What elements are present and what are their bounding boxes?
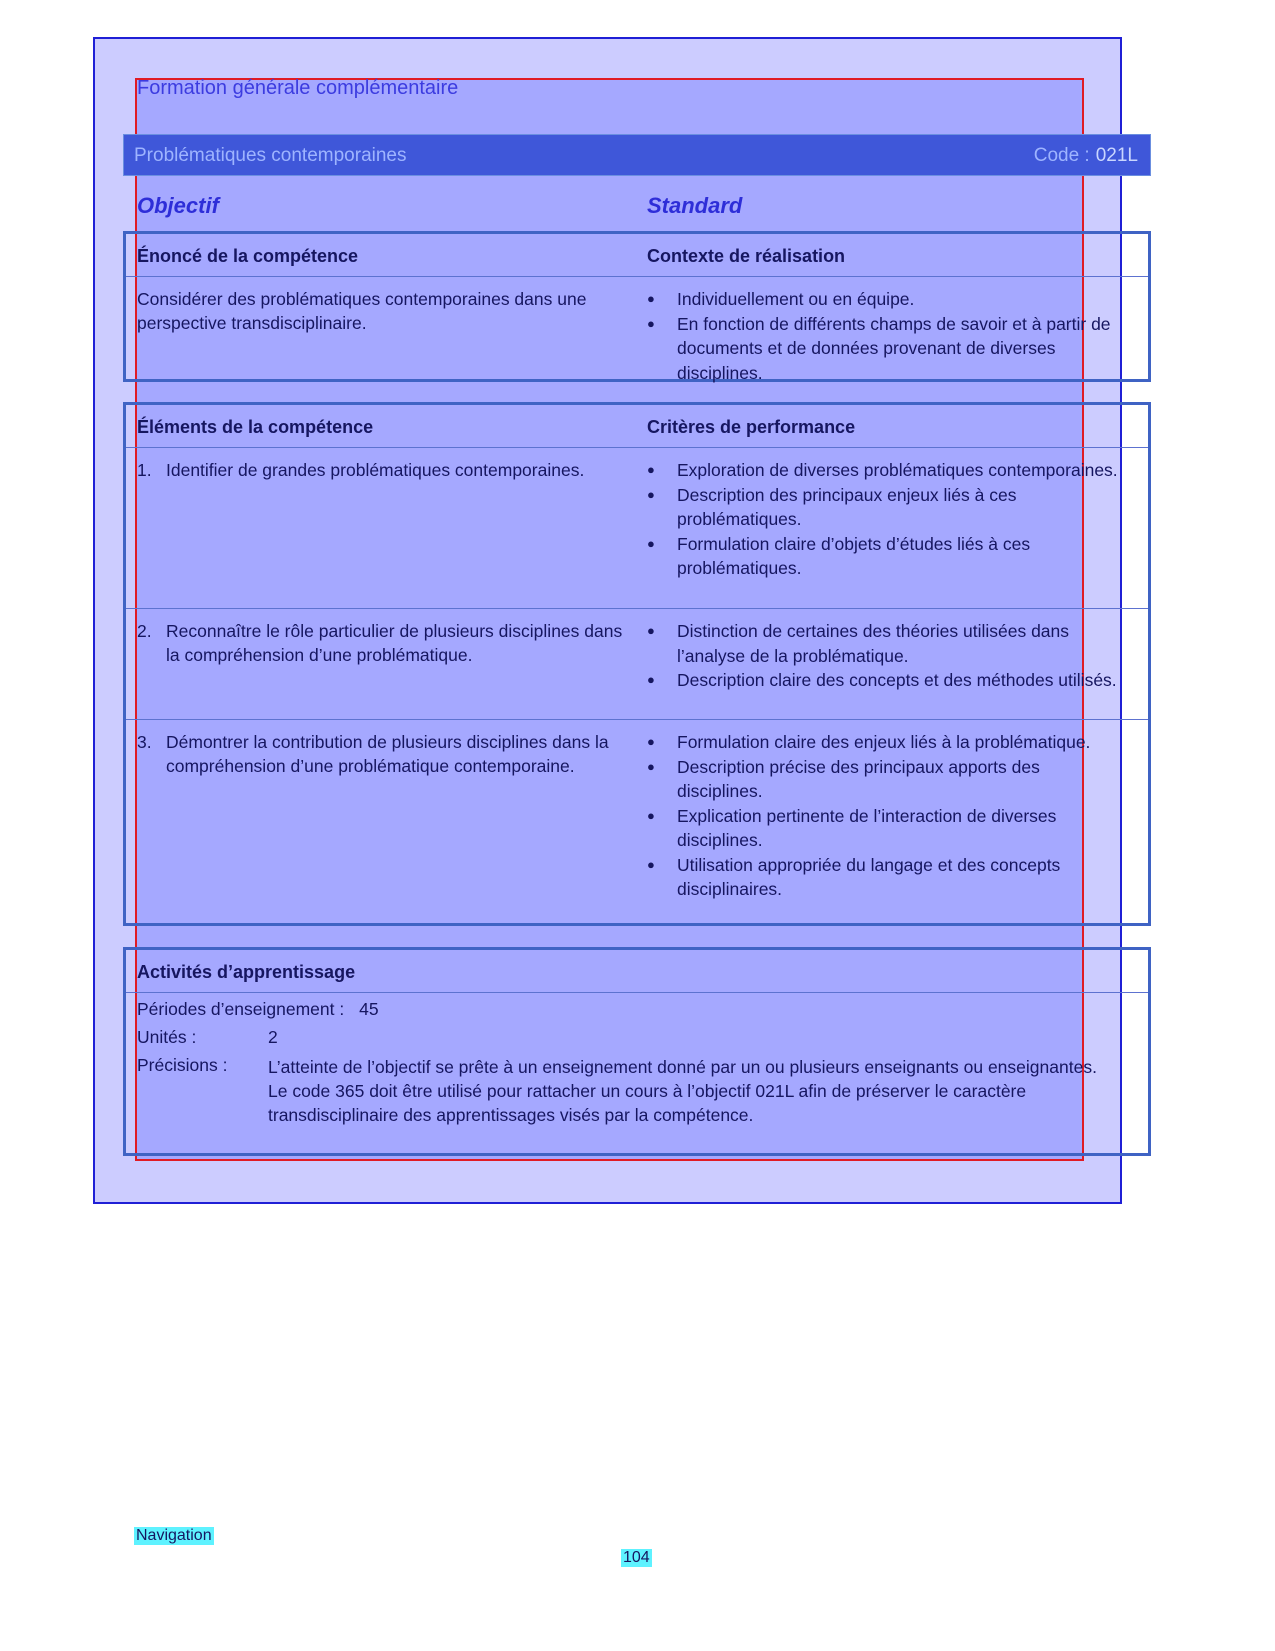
course-name: Problématiques contemporaines: [134, 145, 407, 166]
element-description: Démontrer la contribution de plusieurs disciplines dans la compréhension d’une problématique contemporaine.: [166, 732, 609, 776]
criterion-item: ● Description des principaux enjeux liés à ces problématiques.: [647, 483, 1127, 532]
precisions-label: Précisions :: [137, 1055, 228, 1075]
element-number: 1.: [137, 460, 152, 480]
element-number: 3.: [137, 732, 152, 752]
element-row-2: [126, 609, 1148, 720]
activities-box-header: [126, 950, 1148, 993]
criterion-item: ● Description claire des concepts et des méthodes utilisés.: [647, 668, 1127, 693]
course-code-value: 021L: [1095, 145, 1138, 166]
elements-box: [123, 402, 1151, 926]
elements-header: Éléments de la compétence: [137, 417, 374, 437]
criterion-item: ● Explication pertinente de l’interaction de diverses disciplines.: [647, 804, 1127, 853]
course-code: [1034, 145, 1138, 167]
units-line: [137, 1027, 437, 1048]
context-list: [647, 287, 1127, 385]
precisions-paragraph: L’atteinte de l’objectif se prête à un enseignement donné par un ou plusieurs enseignants ou enseignantes.: [268, 1057, 1097, 1077]
competence-box-header: [126, 234, 1148, 277]
element-row-3: [126, 720, 1148, 920]
element-description: Reconnaître le rôle particulier de plusieurs disciplines dans la compréhension d’une problématique.: [166, 621, 623, 665]
elements-box-header: [126, 405, 1148, 448]
criteria-list: [647, 458, 1127, 581]
element-row-1: [126, 448, 1148, 609]
page-number: 104: [623, 1549, 650, 1566]
criterion-item: ● Utilisation appropriée du langage et des concepts disciplinaires.: [647, 853, 1127, 902]
precisions-paragraph: Le code 365 doit être utilisé pour rattacher un cours à l’objectif 021L afin de préserver le caractère transdisciplinaire des apprentissages visés par la compétence.: [268, 1081, 1027, 1125]
competence-row: [126, 277, 1148, 383]
precisions-line: [137, 1055, 1137, 1125]
element-text: [137, 458, 627, 482]
activities-box: [123, 947, 1151, 1156]
activities-header: Activités d’apprentissage: [137, 962, 356, 982]
contexte-header: Contexte de réalisation: [647, 246, 846, 266]
course-header-bar: [123, 134, 1151, 176]
activities-body: [126, 993, 1148, 1153]
element-text: [137, 619, 627, 667]
precisions-text: [268, 1055, 1128, 1127]
criterion-item: ● Description précise des principaux apports des disciplines.: [647, 755, 1127, 804]
standard-header: Standard: [647, 193, 743, 218]
criterion-item: ● Formulation claire des enjeux liés à la problématique.: [647, 730, 1127, 755]
enonce-header: Énoncé de la compétence: [137, 246, 359, 266]
criterion-item: ● Distinction de certaines des théories utilisées dans l’analyse de la problématique.: [647, 619, 1127, 668]
element-text: [137, 730, 627, 778]
navigation-link[interactable]: Navigation: [136, 1527, 212, 1544]
document-title: Formation générale complémentaire: [137, 77, 459, 99]
competence-statement: Considérer des problématiques contemporaines dans une perspective transdisciplinaire.: [137, 289, 587, 333]
criterion-item: ● Exploration de diverses problématiques contemporaines.: [647, 458, 1127, 483]
periods-value: 45: [359, 999, 379, 1019]
periods-label: Périodes d’enseignement :: [137, 999, 345, 1019]
objectif-header: Objectif: [137, 193, 219, 218]
column-headers: [135, 193, 1145, 225]
criteres-header: Critères de performance: [647, 417, 856, 437]
criteria-list: [647, 730, 1127, 902]
competence-box: [123, 231, 1151, 382]
units-label: Unités :: [137, 1027, 197, 1047]
criterion-item: ● Formulation claire d’objets d’études liés à ces problématiques.: [647, 532, 1127, 581]
criteria-list: [647, 619, 1127, 693]
context-item: ● En fonction de différents champs de savoir et à partir de documents et de données provenant de diverses disciplines.: [647, 312, 1127, 386]
units-value: 2: [268, 1027, 278, 1047]
course-code-label: Code :: [1033, 145, 1090, 166]
element-description: Identifier de grandes problématiques contemporaines.: [166, 460, 585, 480]
context-item: ● Individuellement ou en équipe.: [647, 287, 1127, 312]
element-number: 2.: [137, 621, 152, 641]
periods-line: [137, 999, 379, 1020]
